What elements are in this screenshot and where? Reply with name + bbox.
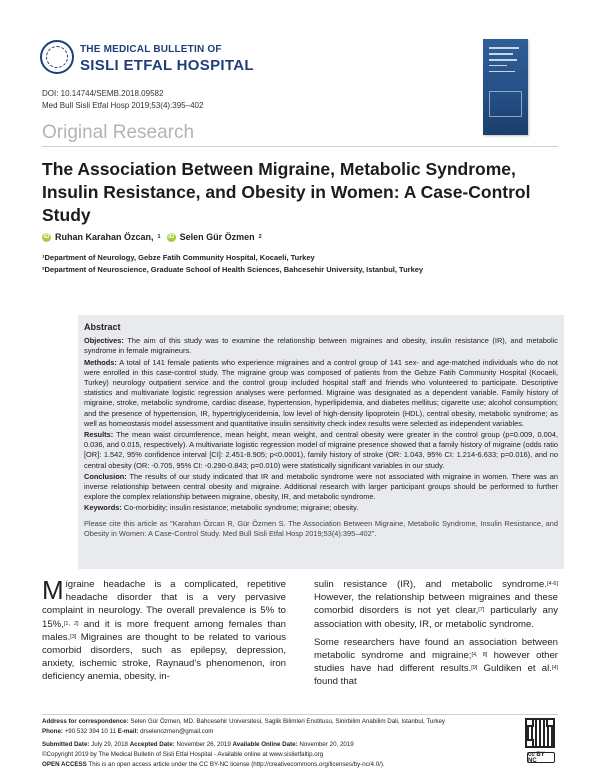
author-affiliation-mark: 1 — [157, 234, 161, 240]
journal-cover-thumbnail — [483, 39, 528, 135]
qr-code-icon[interactable] — [525, 718, 555, 748]
body-paragraph: sulin resistance (IR), and metabolic syndrome.[4-6] However, the relationship between migraines and these comorbid disorders is not yet clear,[7] particularly any association with obesity, IR, or metabolic syndrome. — [314, 579, 559, 630]
reference-mark[interactable]: [4] — [551, 665, 558, 672]
reference-mark[interactable]: [4-6] — [546, 581, 558, 587]
drop-cap: M — [42, 575, 64, 605]
body-paragraph: Some researchers have found an association between metabolic syndrome and migraine;[4, 8] however other studies have had different results.[9] Guldiken et al.[4] found that — [314, 636, 558, 688]
please-cite: Please cite this article as "Karahan Özcan R, Gür Özmen S. The Association Between Migraine, Metabolic Syndrome, Insulin Resistance, and Obesity in Women: A Case-Control Study. Med Bull Sisli Etfal Hosp 2019;53(4):395–402". — [84, 518, 558, 538]
journal-name-line1: THE MEDICAL BULLETIN OF — [80, 44, 222, 55]
abstract-methods: Methods: A total of 141 female patients who experience migraines and a control group of 141 sex- and age-matched individuals who do not were enrolled in this case-control study. The migraine group was composed of patients from the Gebze Fatih Community Hospital (Kocaeli, Turkey) neurology outpatient service and the control group included hospital staff and friends who volunteered to participate. Descriptive statistics and multivariate logistic regression analyses were performed. Migraine was designated as a dependent variable. Family history of migraine, stroke, metabolic syndrome, cardiac disease, hypertension, hyperlipidemia, and diabetes mellitus; cigarette use; alcohol consumption; and the presence of hypertension, IR, hypertriglyceridemia, low level of high-density lipoprotein (HDL), central obesity, metabolic syndrome; as well as homeostasis model assessment and quantitative insulin sensitivity check index results were selected as independent variables. — [84, 357, 558, 428]
abstract-objectives: Objectives: The aim of this study was to examine the relationship between migraines and obesity, insulin resistance (IR), and metabolic syndrome in female migraineurs. — [84, 336, 559, 356]
copyright-line: ©Copyright 2019 by The Medical Bulletin of Sisli Etfal Hospital - Available online at www.sislietfaltip.org — [42, 751, 324, 758]
abstract-results: Results: The mean waist circumference, mean height, mean weight, and central obesity were greater in the control group (p=0.009, 0.004, 0.036, and 0.015, respectively). A multivariate logistic regression model of migraine presence showed that a family history of migraine (odds ratio [OR]: 1.542, 95% confidence interval [CI]: 2.451-8.905; p<0.0001), family history of stroke (OR: 1.043, 95% CI: 1.214-6.633; p=0.016), and no central obesity (OR: -0.705, 95% CI: -0.290-0.843; p=0.010) were statistically significant variables in our study. — [84, 430, 559, 470]
citation-line: Med Bull Sisli Etfal Hosp 2019;53(4):395–402 — [42, 101, 204, 110]
article-title: The Association Between Migraine, Metabolic Syndrome, Insulin Resistance, and Obesity in Women: A Case-Control Study — [42, 159, 531, 225]
section-label: Original Research — [42, 122, 195, 143]
body-column-left — [42, 575, 287, 689]
abstract-box — [78, 315, 564, 569]
open-access-line: OPEN ACCESS This is an open access article under the CC BY-NC license (http://creativecommons.org/licenses/by-nc/4.0/). — [42, 761, 385, 768]
reference-mark[interactable]: [3] — [70, 633, 77, 640]
abstract-keywords: Keywords: Co-morbidity; insulin resistance; metabolic syndrome; migraine; obesity. — [84, 503, 359, 513]
affiliation-2: ²Department of Neuroscience, Graduate School of Health Sciences, Bahcesehir University, Istanbul, Turkey — [42, 265, 424, 274]
author-name: Selen Gür Özmen — [179, 232, 255, 242]
affiliation-1: ¹Department of Neurology, Gebze Fatih Community Hospital, Kocaeli, Turkey — [42, 253, 315, 262]
contact-line: Phone: +90 532 394 10 11 E-mail: drselenozmen@gmail.com — [42, 728, 214, 735]
orcid-icon[interactable]: iD — [43, 234, 50, 240]
reference-mark[interactable]: [9] — [471, 665, 478, 672]
reference-mark[interactable]: [1, 2] — [63, 620, 79, 627]
cc-license-badge[interactable]: cc BY NC — [527, 752, 555, 763]
body-paragraph: Migraine headache is a complicated, repetitive headache disorder that is a very pervasive complaint in neurology. The overall prevalence is 5% to 15%,[1, 2] and it is more frequent among females than males.[3] Migraines are thought to be related to various comorbid disorders, such as epilepsy, depression, anxiety, ischemic stroke, Raynaud's phenomenon, iron deficiency anemia, obesity, in- — [42, 575, 287, 683]
footer-divider — [42, 714, 558, 715]
journal-name-line2: SISLI ETFAL HOSPITAL — [80, 57, 254, 74]
orcid-icon[interactable]: iD — [168, 234, 175, 240]
doi[interactable]: DOI: 10.14744/SEMB.2018.09582 — [42, 89, 164, 98]
body-column-right — [314, 578, 558, 694]
reference-mark[interactable]: [7] — [478, 607, 485, 614]
correspondence-line: Address for correspondence: Selen Gür Özmen, MD. Bahcesehir Universitesi, Saglik Bilimleri Enstitusu, Sinirbilim Anabilim Dali, Istanbul, Turkey — [42, 718, 446, 725]
email-link[interactable]: drselenozmen@gmail.com — [138, 728, 214, 735]
section-divider — [42, 146, 558, 147]
reference-mark[interactable]: [4, 8] — [471, 652, 488, 659]
author-name: Ruhan Karahan Özcan, — [55, 232, 154, 242]
author-affiliation-mark: 2 — [258, 234, 262, 240]
journal-logo — [40, 40, 74, 74]
dates-line: Submitted Date: July 29, 2018 Accepted Date: November 26, 2019 Available Online Date: November 20, 2019 — [42, 741, 354, 748]
abstract-heading: Abstract — [84, 322, 121, 332]
abstract-conclusion: Conclusion: The results of our study indicated that IR and metabolic syndrome were not associated with migraine in women. There was an inverse relationship between central obesity and migraine. Additional research with larger participant groups should be performed to further explore the complex relationship between migraine, obesity, IR, and metabolic syndrome. — [84, 471, 558, 502]
author-list — [42, 232, 262, 242]
